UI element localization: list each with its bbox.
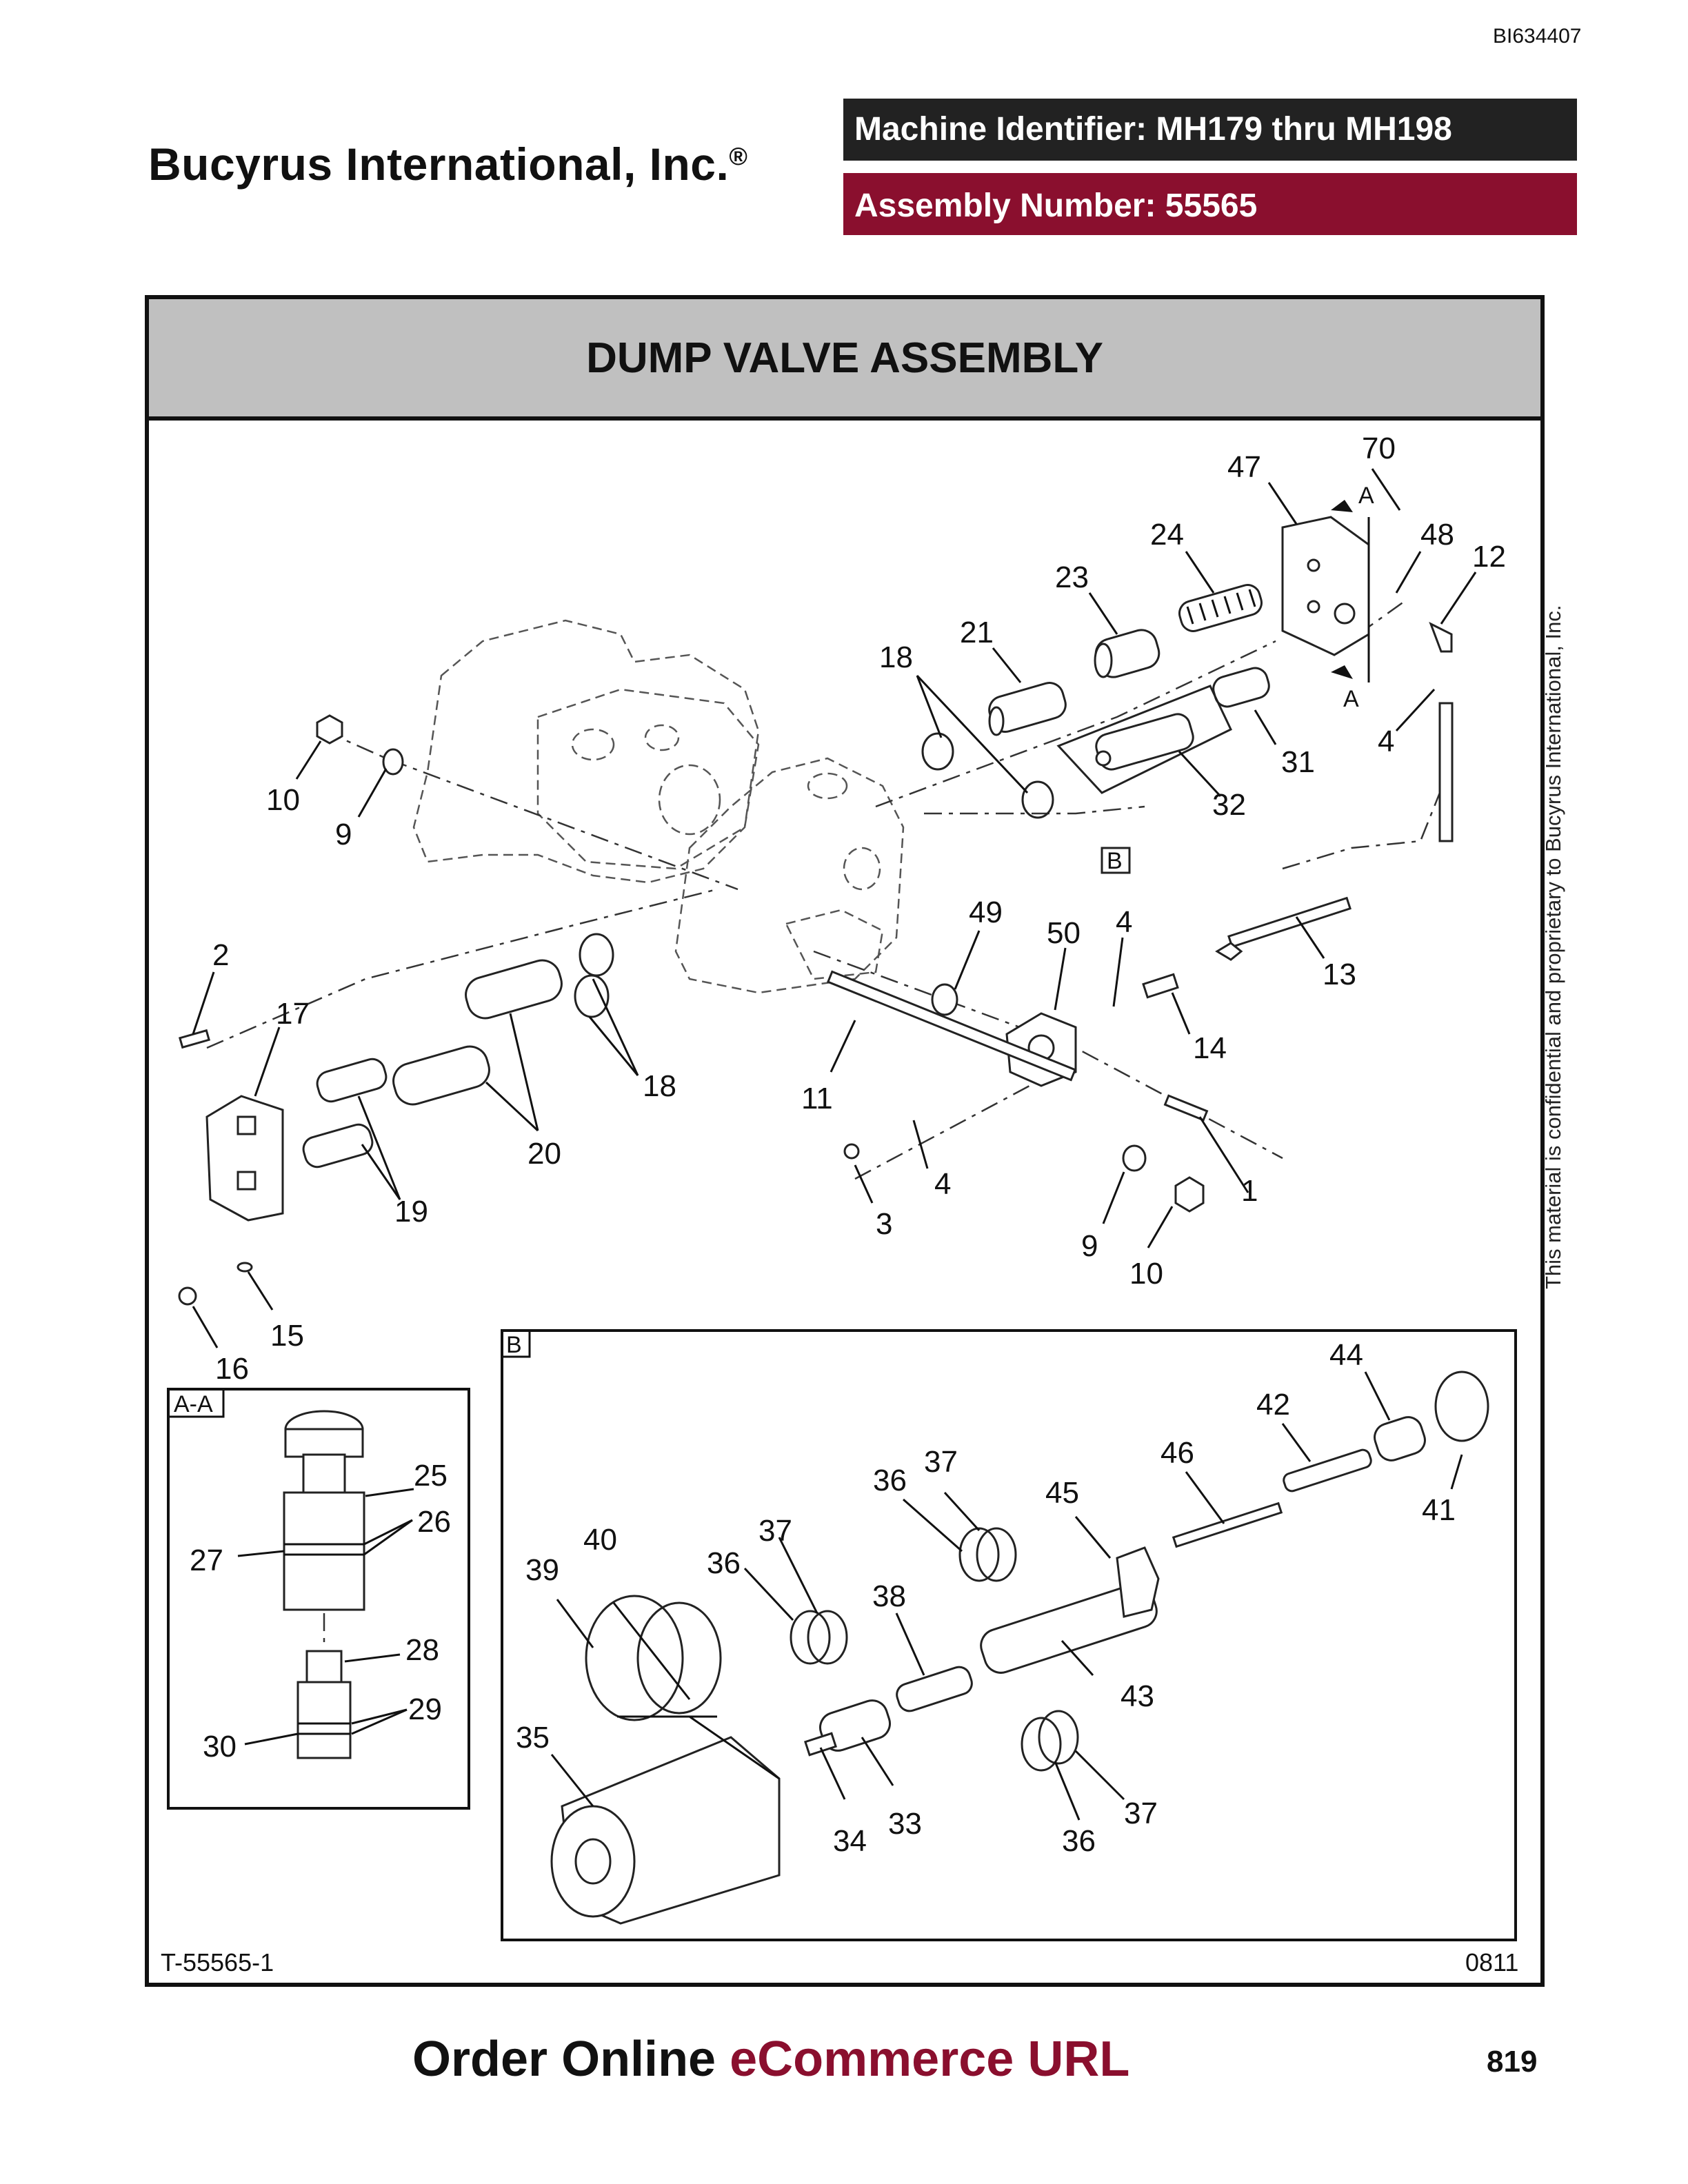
part-46-stem	[1174, 1504, 1281, 1547]
callout-34: 34	[833, 1824, 867, 1858]
callout-9-bottom: 9	[1081, 1229, 1098, 1263]
callout-20: 20	[528, 1137, 561, 1171]
callout-38: 38	[872, 1579, 906, 1613]
callout-40: 40	[583, 1523, 617, 1557]
part-18-orings-upper	[923, 734, 1053, 818]
callout-10-bottom: 10	[1129, 1257, 1163, 1291]
part-20-pistons	[389, 956, 565, 1109]
callout-21: 21	[960, 616, 994, 649]
part-23-sleeve	[1092, 627, 1163, 681]
callout-48: 48	[1420, 518, 1454, 552]
callout-3: 3	[876, 1207, 893, 1241]
part-13-rod	[1217, 898, 1350, 960]
callout-47: 47	[1227, 450, 1261, 484]
callout-37-bottom: 37	[1124, 1797, 1158, 1830]
part-31-spring	[1210, 665, 1272, 709]
callout-4-low: 4	[934, 1167, 952, 1201]
callout-25: 25	[414, 1459, 448, 1493]
callout-36-left: 36	[707, 1546, 741, 1580]
callout-17: 17	[276, 997, 310, 1031]
company-name	[148, 138, 747, 190]
callout-19: 19	[394, 1195, 428, 1228]
callout-45: 45	[1045, 1476, 1079, 1510]
callout-70: 70	[1362, 432, 1396, 465]
part-17-end-block	[207, 1096, 283, 1220]
part-36-37-seals-left	[791, 1611, 847, 1664]
callout-37-top: 37	[924, 1445, 958, 1479]
callout-42: 42	[1256, 1388, 1290, 1422]
figure-title-bar	[149, 299, 1540, 421]
callout-36-top: 36	[873, 1464, 907, 1497]
confidentiality-note: This material is confidential and proprietary to Bucyrus International, Inc.	[1541, 605, 1565, 1289]
callout-11: 11	[801, 1082, 833, 1115]
section-b-detail	[502, 1331, 1516, 1940]
part-18-orings-lower	[575, 934, 613, 1017]
callout-43: 43	[1121, 1679, 1154, 1713]
callout-24: 24	[1150, 518, 1184, 552]
callout-44: 44	[1329, 1338, 1363, 1372]
callout-36-bottom: 36	[1062, 1824, 1096, 1858]
part-10-nut-bottom	[1176, 1177, 1203, 1211]
part-42-spring	[1282, 1448, 1373, 1493]
callout-31: 31	[1281, 745, 1315, 779]
figure-title: DUMP VALVE ASSEMBLY	[586, 334, 1103, 382]
part-12-elbow-fitting	[1431, 624, 1452, 841]
callout-50: 50	[1047, 916, 1081, 950]
part-24-spring	[1176, 582, 1264, 634]
part-15-washer	[238, 1263, 252, 1271]
callout-18-lower: 18	[643, 1069, 676, 1103]
callout-46: 46	[1160, 1436, 1194, 1470]
part-9-washer-bottom	[1123, 1146, 1145, 1171]
callout-leaders	[193, 469, 1476, 1820]
part-10-nut-top	[317, 716, 342, 743]
ecommerce-url-link[interactable]: eCommerce URL	[730, 2032, 1130, 2087]
callout-14: 14	[1193, 1031, 1227, 1065]
callout-30: 30	[203, 1730, 237, 1763]
order-online-banner	[412, 2031, 1129, 2087]
part-39-40-orings	[586, 1596, 721, 1720]
callout-16: 16	[215, 1352, 249, 1386]
part-16-bolt	[179, 1288, 196, 1304]
callout-28: 28	[405, 1633, 439, 1667]
machine-identifier-banner: Machine Identifier: MH179 thru MH198	[843, 99, 1577, 161]
part-49-oring	[932, 984, 957, 1015]
section-aa-label: A-A	[174, 1391, 213, 1417]
callout-1: 1	[1241, 1174, 1258, 1208]
callout-15: 15	[270, 1319, 304, 1353]
section-b-label: B	[506, 1332, 522, 1358]
callout-10-top: 10	[266, 783, 300, 817]
callout-4-top: 4	[1378, 725, 1395, 758]
callout-33: 33	[888, 1807, 922, 1841]
part-36-37-seals-low	[1022, 1711, 1078, 1770]
document-id: BI634407	[1493, 25, 1582, 48]
figure-date-code: 0811	[1465, 1948, 1519, 1976]
part-35-housing	[552, 1737, 779, 1923]
callout-26: 26	[417, 1505, 451, 1539]
part-21-plunger	[986, 680, 1069, 735]
part-36-37-seals-mid	[960, 1528, 1016, 1581]
company-name-text: Bucyrus International, Inc.	[148, 139, 730, 190]
callout-41: 41	[1422, 1493, 1456, 1527]
callout-32: 32	[1212, 788, 1246, 822]
callout-35: 35	[516, 1721, 550, 1755]
cut-a-top-label: A	[1358, 483, 1374, 509]
part-44-retainer	[1371, 1414, 1428, 1464]
callout-2: 2	[212, 938, 230, 972]
section-b-reference: B	[1107, 848, 1123, 874]
callout-49: 49	[969, 896, 1003, 929]
part-47-cover-plate	[1283, 517, 1369, 655]
callout-12: 12	[1472, 540, 1506, 574]
cut-a-bottom-label: A	[1343, 686, 1359, 712]
page-number: 819	[1487, 2045, 1538, 2079]
callout-29: 29	[408, 1692, 442, 1726]
callout-9-top: 9	[335, 818, 352, 851]
part-32-cartridge	[1058, 686, 1231, 793]
valve-body-outline	[414, 620, 903, 993]
exploded-parts-diagram	[149, 421, 1540, 1944]
part-38-spring	[894, 1664, 975, 1714]
callout-18-upper: 18	[879, 640, 913, 674]
part-33-34-poppet	[805, 1697, 894, 1755]
part-3-bolt	[845, 1144, 858, 1158]
part-43-45-spool	[976, 1548, 1160, 1677]
callout-27: 27	[190, 1544, 223, 1577]
callout-4-mid: 4	[1116, 905, 1133, 939]
assembly-number-banner: Assembly Number: 55565	[843, 173, 1577, 235]
callout-39: 39	[525, 1553, 559, 1587]
callout-37-left: 37	[758, 1514, 792, 1548]
order-online-label: Order Online	[412, 2032, 716, 2087]
part-19-springs	[301, 1056, 389, 1170]
callout-23: 23	[1055, 560, 1089, 594]
part-41-washer	[1436, 1372, 1488, 1441]
figure-number: T-55565-1	[161, 1948, 274, 1976]
callout-13: 13	[1323, 958, 1356, 991]
registered-mark: ®	[729, 142, 748, 170]
